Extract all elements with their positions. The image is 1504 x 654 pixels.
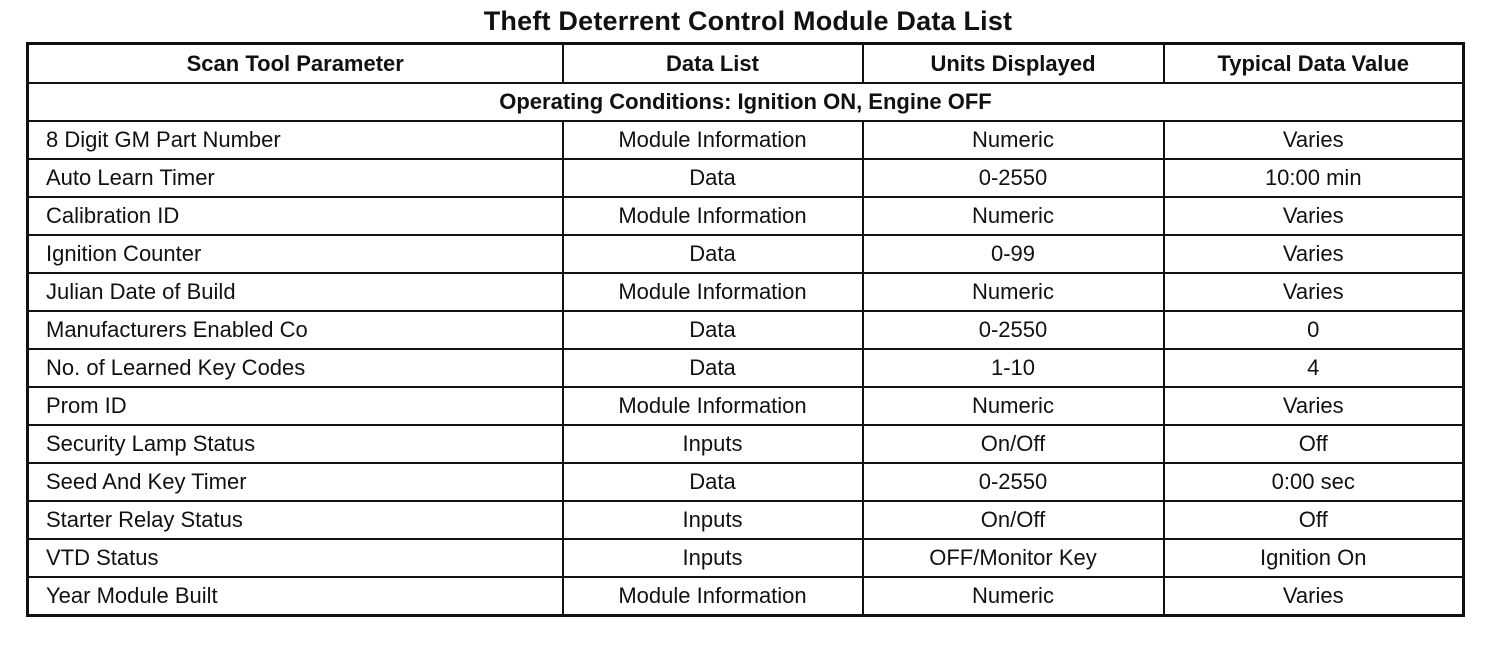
units-cell: On/Off xyxy=(863,425,1164,463)
units-cell: Numeric xyxy=(863,197,1164,235)
param-cell: Auto Learn Timer xyxy=(28,159,563,197)
page-title: Theft Deterrent Control Module Data List xyxy=(483,6,1013,36)
table-row xyxy=(28,387,1464,425)
table-row xyxy=(28,197,1464,235)
table-body xyxy=(28,83,1464,616)
units-cell: On/Off xyxy=(863,501,1164,539)
table-row xyxy=(28,577,1464,616)
units-cell: 1-10 xyxy=(863,349,1164,387)
typical-value-cell: Varies xyxy=(1164,197,1464,235)
data-list-cell: Module Information xyxy=(563,577,863,616)
data-list-cell: Module Information xyxy=(563,273,863,311)
header-data-list: Data List xyxy=(563,44,863,84)
data-list-cell: Data xyxy=(563,311,863,349)
table-row xyxy=(28,159,1464,197)
header-scan-tool-parameter: Scan Tool Parameter xyxy=(28,44,563,84)
data-list-cell: Data xyxy=(563,349,863,387)
typical-value-cell: 0 xyxy=(1164,311,1464,349)
param-cell: Calibration ID xyxy=(28,197,563,235)
units-cell: OFF/Monitor Key xyxy=(863,539,1164,577)
units-cell: 0-2550 xyxy=(863,159,1164,197)
table-row xyxy=(28,349,1464,387)
param-cell: 8 Digit GM Part Number xyxy=(28,121,563,159)
units-cell: 0-2550 xyxy=(863,311,1164,349)
table-row xyxy=(28,539,1464,577)
typical-value-cell: 0:00 sec xyxy=(1164,463,1464,501)
data-list-cell: Inputs xyxy=(563,539,863,577)
param-cell: VTD Status xyxy=(28,539,563,577)
header-typical-data-value: Typical Data Value xyxy=(1164,44,1464,84)
table-row xyxy=(28,273,1464,311)
data-list-cell: Module Information xyxy=(563,197,863,235)
table-row xyxy=(28,463,1464,501)
typical-value-cell: Off xyxy=(1164,425,1464,463)
table-row xyxy=(28,425,1464,463)
data-list-cell: Data xyxy=(563,159,863,197)
typical-value-cell: Varies xyxy=(1164,235,1464,273)
param-cell: Starter Relay Status xyxy=(28,501,563,539)
units-cell: Numeric xyxy=(863,121,1164,159)
typical-value-cell: Varies xyxy=(1164,121,1464,159)
units-cell: Numeric xyxy=(863,387,1164,425)
param-cell: Julian Date of Build xyxy=(28,273,563,311)
units-cell: Numeric xyxy=(863,577,1164,616)
data-list-cell: Module Information xyxy=(563,121,863,159)
typical-value-cell: 10:00 min xyxy=(1164,159,1464,197)
param-cell: Year Module Built xyxy=(28,577,563,616)
param-cell: Manufacturers Enabled Co xyxy=(28,311,563,349)
table-row xyxy=(28,235,1464,273)
table-row xyxy=(28,311,1464,349)
param-cell: No. of Learned Key Codes xyxy=(28,349,563,387)
data-list-table xyxy=(26,42,1465,617)
typical-value-cell: Varies xyxy=(1164,387,1464,425)
units-cell: Numeric xyxy=(863,273,1164,311)
operating-conditions-row xyxy=(28,83,1464,121)
param-cell: Security Lamp Status xyxy=(28,425,563,463)
units-cell: 0-99 xyxy=(863,235,1164,273)
data-list-cell: Module Information xyxy=(563,387,863,425)
typical-value-cell: Varies xyxy=(1164,577,1464,616)
units-cell: 0-2550 xyxy=(863,463,1164,501)
table-header xyxy=(28,44,1464,84)
header-row xyxy=(28,44,1464,84)
data-list-cell: Inputs xyxy=(563,501,863,539)
typical-value-cell: 4 xyxy=(1164,349,1464,387)
table-row xyxy=(28,121,1464,159)
typical-value-cell: Varies xyxy=(1164,273,1464,311)
operating-conditions: Operating Conditions: Ignition ON, Engine OFF xyxy=(28,83,1464,121)
data-list-cell: Inputs xyxy=(563,425,863,463)
table-row xyxy=(28,501,1464,539)
data-list-cell: Data xyxy=(563,235,863,273)
typical-value-cell: Ignition On xyxy=(1164,539,1464,577)
param-cell: Seed And Key Timer xyxy=(28,463,563,501)
typical-value-cell: Off xyxy=(1164,501,1464,539)
header-units-displayed: Units Displayed xyxy=(863,44,1164,84)
param-cell: Prom ID xyxy=(28,387,563,425)
data-list-cell: Data xyxy=(563,463,863,501)
param-cell: Ignition Counter xyxy=(28,235,563,273)
